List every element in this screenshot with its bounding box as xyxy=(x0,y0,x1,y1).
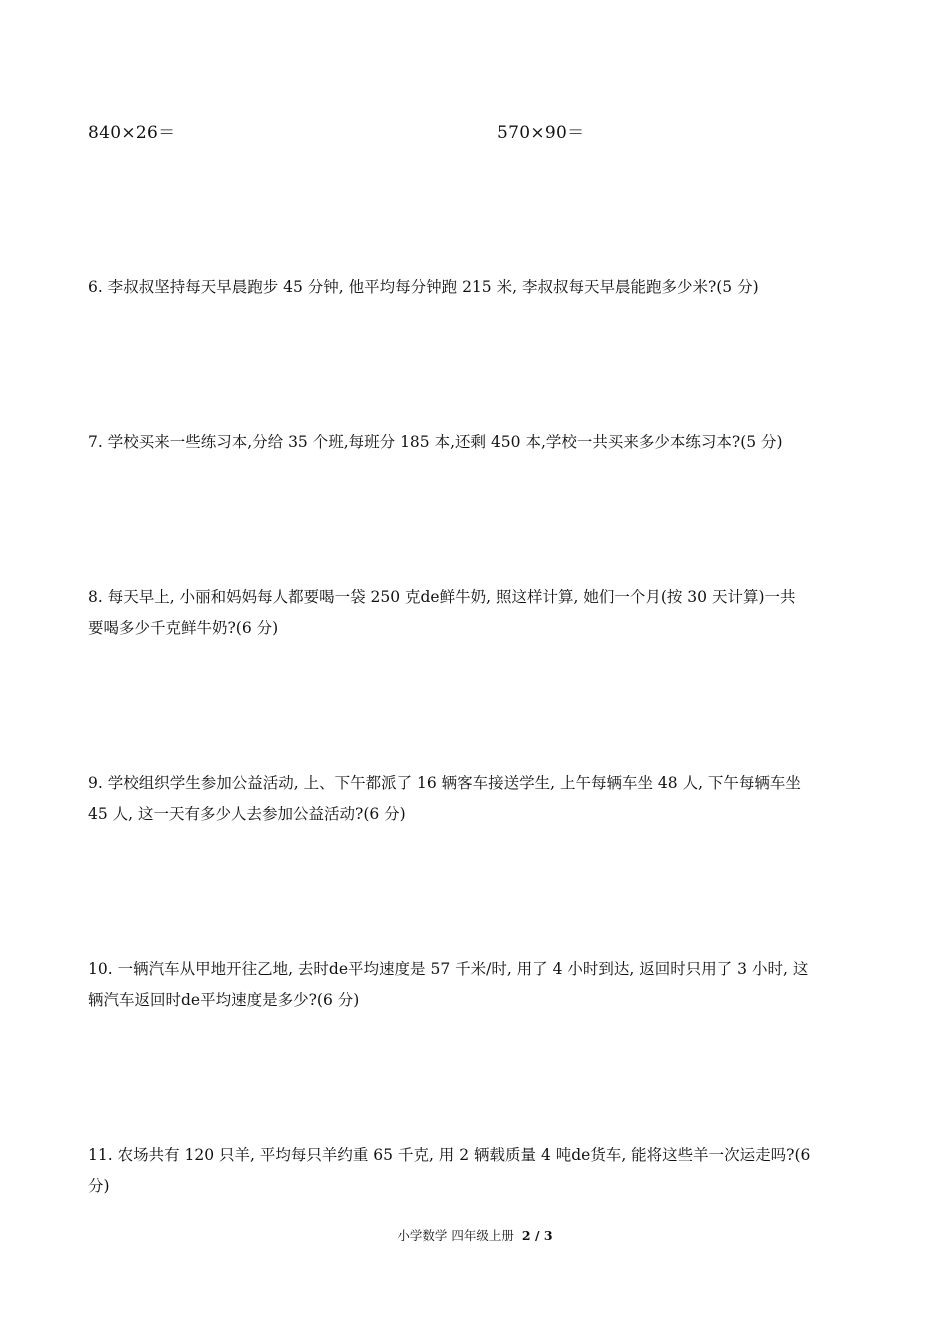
question-7 xyxy=(88,427,848,458)
calculation-840x26: 840×26＝ xyxy=(88,123,176,143)
question-line: 分) xyxy=(88,1177,110,1195)
page-number: 2 / 3 xyxy=(521,1228,553,1243)
question-line: 11. 农场共有 120 只羊, 平均每只羊约重 65 千克, 用 2 辆载质量 4 吨de货车, 能将这些羊一次运走吗?(6 xyxy=(88,1146,811,1164)
question-11 xyxy=(88,1140,848,1202)
question-line: 8. 每天早上, 小丽和妈妈每人都要喝一袋 250 克de鲜牛奶, 照这样计算, 她们一个月(按 30 天计算)一共 xyxy=(88,588,796,606)
question-line: 45 人, 这一天有多少人去参加公益活动?(6 分) xyxy=(88,805,406,823)
question-6 xyxy=(88,272,848,303)
question-line: 6. 李叔叔坚持每天早晨跑步 45 分钟, 他平均每分钟跑 215 米, 李叔叔每天早晨能跑多少米?(5 分) xyxy=(88,278,759,296)
question-line: 要喝多少千克鲜牛奶?(6 分) xyxy=(88,619,279,637)
page-footer xyxy=(0,1226,950,1244)
question-8 xyxy=(88,582,848,644)
question-line: 辆汽车返回时de平均速度是多少?(6 分) xyxy=(88,991,360,1009)
question-line: 7. 学校买来一些练习本,分给 35 个班,每班分 185 本,还剩 450 本,学校一共买来多少本练习本?(5 分) xyxy=(88,433,783,451)
question-line: 10. 一辆汽车从甲地开往乙地, 去时de平均速度是 57 千米/时, 用了 4 小时到达, 返回时只用了 3 小时, 这 xyxy=(88,960,809,978)
calculation-570x90: 570×90＝ xyxy=(497,123,585,143)
question-10 xyxy=(88,954,848,1016)
footer-text: 小学数学 四年级上册 xyxy=(397,1228,514,1243)
question-line: 9. 学校组织学生参加公益活动, 上、下午都派了 16 辆客车接送学生, 上午每辆车坐 48 人, 下午每辆车坐 xyxy=(88,774,801,792)
question-9 xyxy=(88,768,848,830)
